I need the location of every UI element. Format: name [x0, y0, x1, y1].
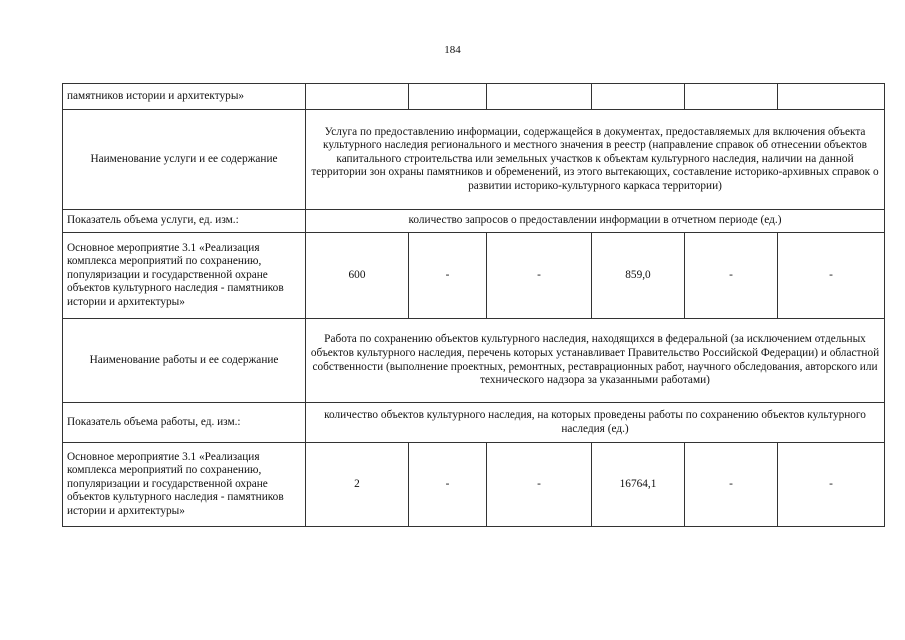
page-number: 184 — [444, 44, 461, 56]
table-row — [63, 210, 885, 233]
service-description: Услуга по предоставлению информации, содержащейся в документах, предоставляемых для включения объекта культурного наследия регионального и местного значения в реестр (направление справок об отнесении объектов капитального строительства или земельных участков к объектам культурного наследия, наличии на данной территории зон охраны памятников и обременений, из этого вытекающих, составление историко-архивных справок о развитии историко-культурного каркаса территории) — [306, 110, 885, 210]
row-label: Наименование работы и ее содержание — [63, 319, 306, 403]
value-cell: - — [409, 443, 487, 527]
value-cell — [592, 84, 685, 110]
row-label: памятников истории и архитектуры» — [63, 84, 306, 110]
indicator-description: количество объектов культурного наследия, на которых проведены работы по сохранению объектов культурного наследия (ед.) — [306, 403, 885, 443]
value-cell — [306, 84, 409, 110]
value-cell — [409, 84, 487, 110]
row-label: Наименование услуги и ее содержание — [63, 110, 306, 210]
table-row — [63, 110, 885, 210]
program-table — [62, 83, 885, 527]
table-row — [63, 443, 885, 527]
value-cell: 600 — [306, 233, 409, 319]
value-cell — [778, 84, 885, 110]
row-label: Основное мероприятие 3.1 «Реализация комплекса мероприятий по сохранению, популяризации и государственной охране объектов культурного наследия - памятников истории и архитектуры» — [63, 233, 306, 319]
value-cell: - — [487, 233, 592, 319]
value-cell: - — [409, 233, 487, 319]
value-cell: 2 — [306, 443, 409, 527]
value-cell: - — [685, 443, 778, 527]
value-cell — [487, 84, 592, 110]
row-label: Основное мероприятие 3.1 «Реализация комплекса мероприятий по сохранению, популяризации и государственной охране объектов культурного наследия - памятников истории и архитектуры» — [63, 443, 306, 527]
table-row — [63, 84, 885, 110]
value-cell: - — [778, 233, 885, 319]
value-cell — [685, 84, 778, 110]
table-row — [63, 403, 885, 443]
value-cell: - — [778, 443, 885, 527]
value-cell: - — [685, 233, 778, 319]
value-cell: 16764,1 — [592, 443, 685, 527]
work-description: Работа по сохранению объектов культурного наследия, находящихся в федеральной (за исключением отдельных объектов культурного наследия, перечень которых устанавливает Правительство Российской Федерации) и областной собственности (выполнение проектных, ремонтных, реставрационных работ, научного обследования, авторского или технического надзора за указанными работами) — [306, 319, 885, 403]
table-row — [63, 233, 885, 319]
row-label: Показатель объема услуги, ед. изм.: — [63, 210, 306, 233]
row-label: Показатель объема работы, ед. изм.: — [63, 403, 306, 443]
indicator-description: количество запросов о предоставлении информации в отчетном периоде (ед.) — [306, 210, 885, 233]
table-row — [63, 319, 885, 403]
value-cell: 859,0 — [592, 233, 685, 319]
value-cell: - — [487, 443, 592, 527]
